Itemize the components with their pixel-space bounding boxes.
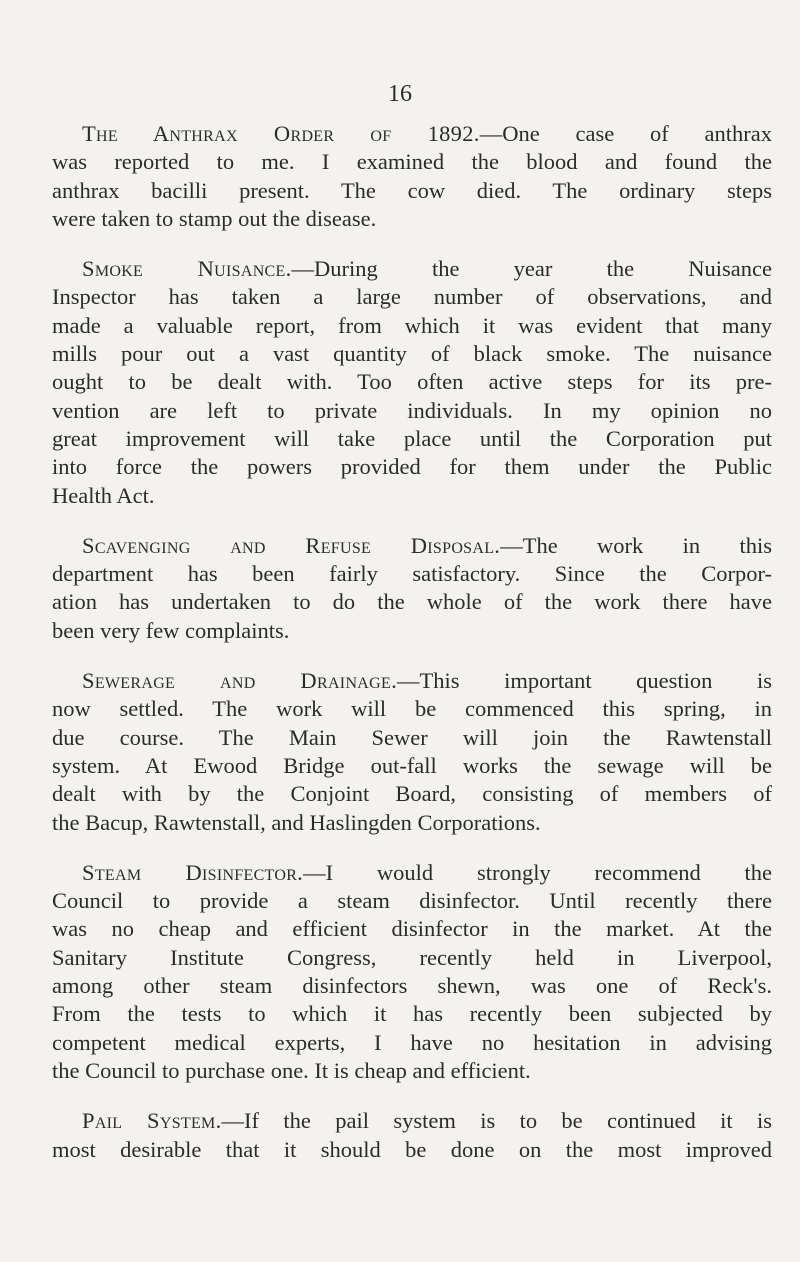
paragraph-anthrax-order bbox=[52, 120, 772, 233]
paragraph-line: was reported to me. I examined the blood and found the bbox=[52, 149, 772, 175]
paragraph-line: From the tests to which it has recently been subjected by bbox=[52, 1001, 772, 1027]
section-heading: Smoke Nuisance. bbox=[82, 256, 292, 282]
section-heading: Sewerage and Drainage. bbox=[82, 668, 398, 694]
body-text bbox=[52, 120, 772, 1186]
paragraph-line bbox=[52, 532, 772, 560]
paragraph-line: into force the powers provided for them under the Public bbox=[52, 454, 772, 480]
line-text: —The work in this bbox=[500, 532, 772, 558]
line-text: —During the year the Nuisance bbox=[291, 256, 772, 282]
paragraph-smoke-nuisance bbox=[52, 255, 772, 510]
paragraph-line: department has been fairly satisfactory. Since the Corpor- bbox=[52, 561, 772, 587]
paragraph-line: Inspector has taken a large number of observations, and bbox=[52, 284, 772, 310]
line-text: —This important question is bbox=[397, 668, 772, 694]
paragraph-line: among other steam disinfectors shewn, was one of Reck's. bbox=[52, 973, 772, 999]
paragraph-line: Sanitary Institute Congress, recently held in Liverpool, bbox=[52, 944, 772, 970]
paragraph-line: Council to provide a steam disinfector. Until recently there bbox=[52, 888, 772, 914]
paragraph-line: most desirable that it should be done on the most improved bbox=[52, 1136, 772, 1162]
line-text: —I would strongly recommend the bbox=[303, 859, 773, 885]
page-number: 16 bbox=[388, 81, 412, 107]
paragraph-line: due course. The Main Sewer will join the Rawtenstall bbox=[52, 724, 772, 750]
paragraph-line: great improvement will take place until the Corporation put bbox=[52, 425, 772, 451]
paragraph-scavenging-refuse bbox=[52, 532, 772, 645]
paragraph-line: Health Act. bbox=[52, 482, 155, 508]
paragraph-line bbox=[52, 120, 772, 148]
paragraph-sewerage-drainage bbox=[52, 667, 772, 837]
paragraph-line: mills pour out a vast quantity of black smoke. The nuisance bbox=[52, 341, 772, 367]
paragraph-line: were taken to stamp out the disease. bbox=[52, 205, 377, 231]
paragraph-line: made a valuable report, from which it was evident that many bbox=[52, 312, 772, 338]
paragraph-line: the Council to purchase one. It is cheap and efficient. bbox=[52, 1057, 531, 1083]
paragraph-line: anthrax bacilli present. The cow died. The ordinary steps bbox=[52, 177, 772, 203]
paragraph-pail-system bbox=[52, 1107, 772, 1164]
paragraph-line bbox=[52, 255, 772, 283]
paragraph-line: the Bacup, Rawtenstall, and Haslingden Corporations. bbox=[52, 809, 541, 835]
paragraph-line: vention are left to private individuals. In my opinion no bbox=[52, 397, 772, 423]
paragraph-line: been very few complaints. bbox=[52, 617, 290, 643]
paragraph-line: system. At Ewood Bridge out-fall works the sewage will be bbox=[52, 752, 772, 778]
line-text: —One case of anthrax bbox=[479, 121, 772, 146]
paragraph-line: dealt with by the Conjoint Board, consisting of members of bbox=[52, 781, 772, 807]
section-heading: The Anthrax Order of 1892. bbox=[82, 121, 480, 146]
section-heading: Pail System. bbox=[82, 1108, 222, 1134]
line-text: —If the pail system is to be continued it is bbox=[221, 1108, 773, 1134]
paragraph-line: ation has undertaken to do the whole of the work there have bbox=[52, 589, 772, 615]
paragraph-line bbox=[52, 859, 772, 887]
paragraph-line bbox=[52, 1107, 772, 1135]
paragraph-line bbox=[52, 667, 772, 695]
section-heading: Scavenging and Refuse Disposal. bbox=[82, 532, 501, 558]
paragraph-line: now settled. The work will be commenced this spring, in bbox=[52, 696, 772, 722]
paragraph-line: competent medical experts, I have no hesitation in advising bbox=[52, 1029, 772, 1055]
paragraph-steam-disinfector bbox=[52, 859, 772, 1085]
section-heading: Steam Disinfector. bbox=[82, 859, 304, 885]
paragraph-line: ought to be dealt with. Too often active steps for its pre- bbox=[52, 369, 772, 395]
paragraph-line: was no cheap and efficient disinfector in the market. At the bbox=[52, 916, 772, 942]
